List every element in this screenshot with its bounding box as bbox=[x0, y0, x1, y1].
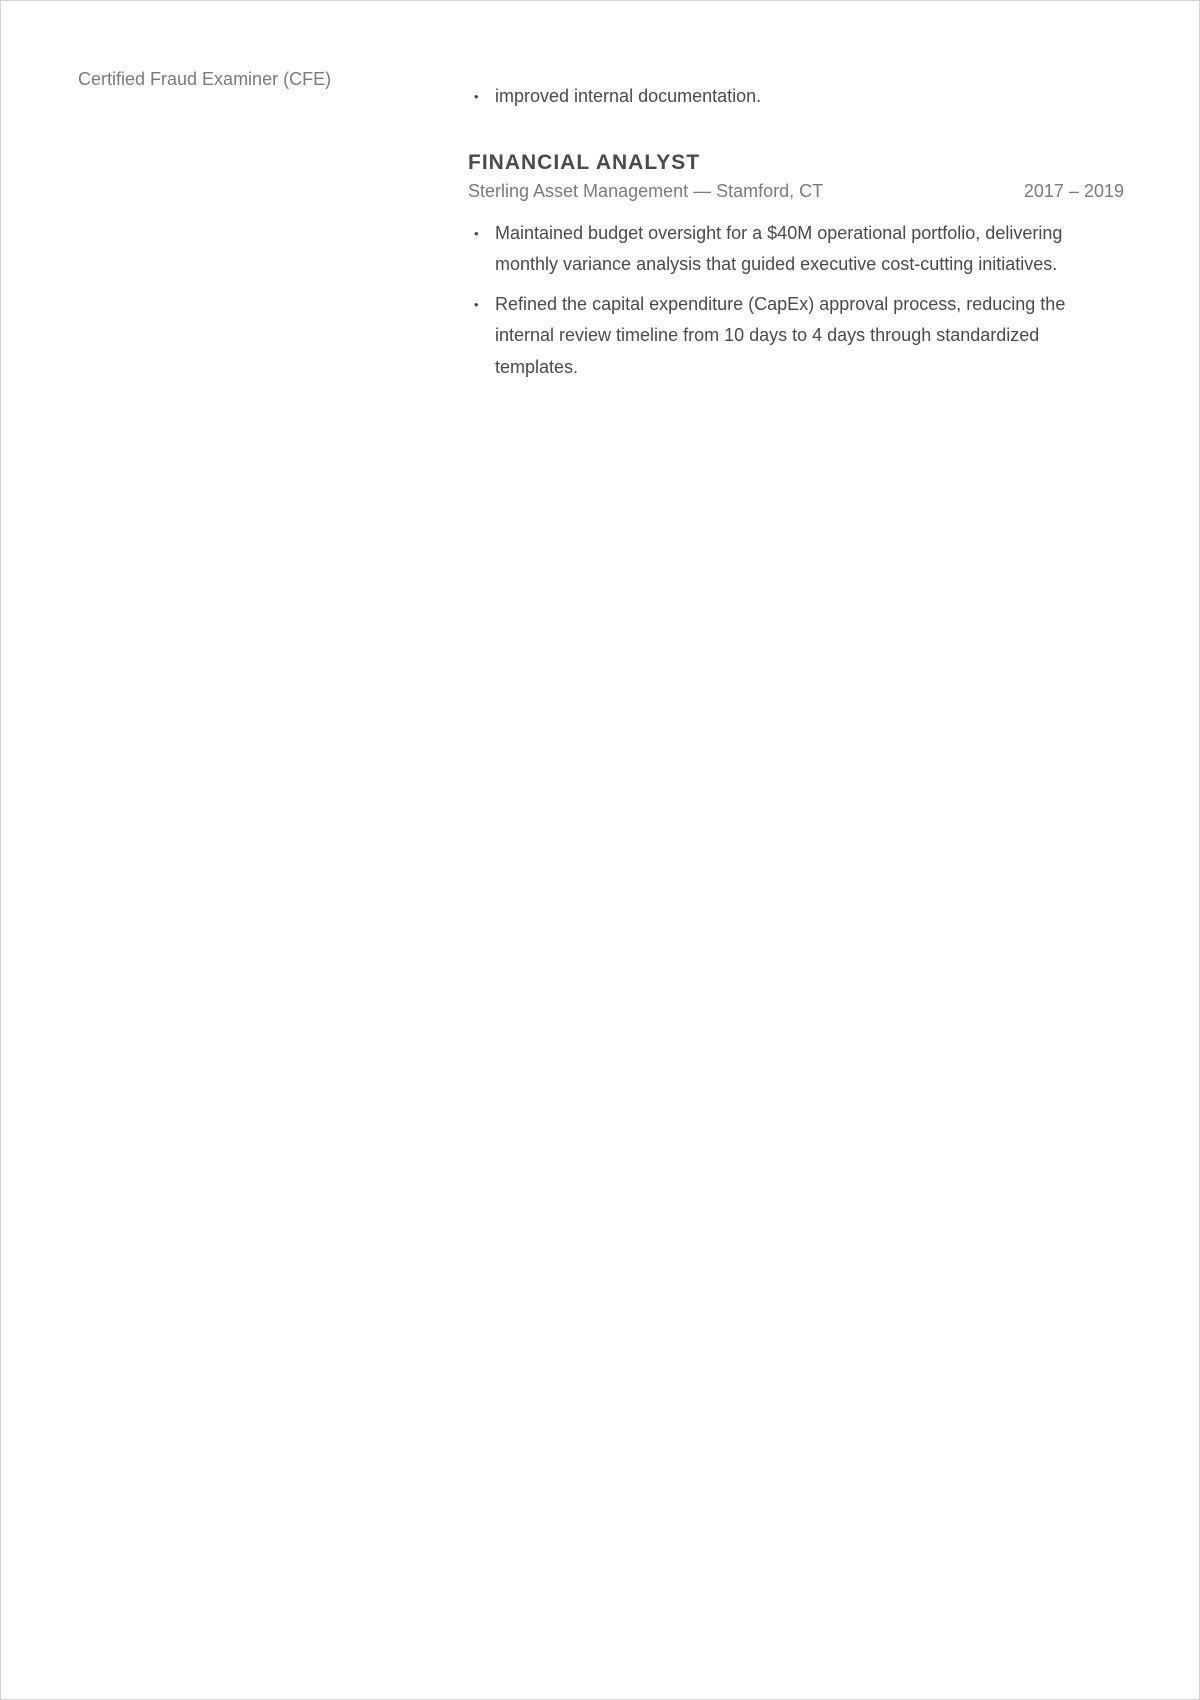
carryover-bullet-list bbox=[468, 81, 1124, 113]
sidebar-column bbox=[78, 67, 408, 91]
experience-column bbox=[468, 81, 1124, 391]
job-dates: 2017 – 2019 bbox=[1023, 180, 1124, 201]
job-company-location: Sterling Asset Management — Stamford, CT bbox=[468, 180, 824, 201]
job-entry bbox=[468, 149, 1124, 384]
bullet-item: • Maintained budget oversight for a $40M operational portfolio, delivering monthly variance analysis that guided executive cost-cutting initiatives. bbox=[468, 218, 1124, 281]
bullet-item: • Refined the capital expenditure (CapEx) approval process, reducing the internal review timeline from 10 days to 4 days through standardized templates. bbox=[468, 289, 1124, 384]
bullet-item: • improved internal documentation. bbox=[468, 81, 1124, 113]
job-title: FINANCIAL ANALYST bbox=[468, 150, 701, 174]
job-meta bbox=[468, 178, 1124, 204]
job-bullet-list bbox=[468, 218, 1124, 384]
certification-item: Certified Fraud Examiner (CFE) bbox=[78, 69, 332, 89]
